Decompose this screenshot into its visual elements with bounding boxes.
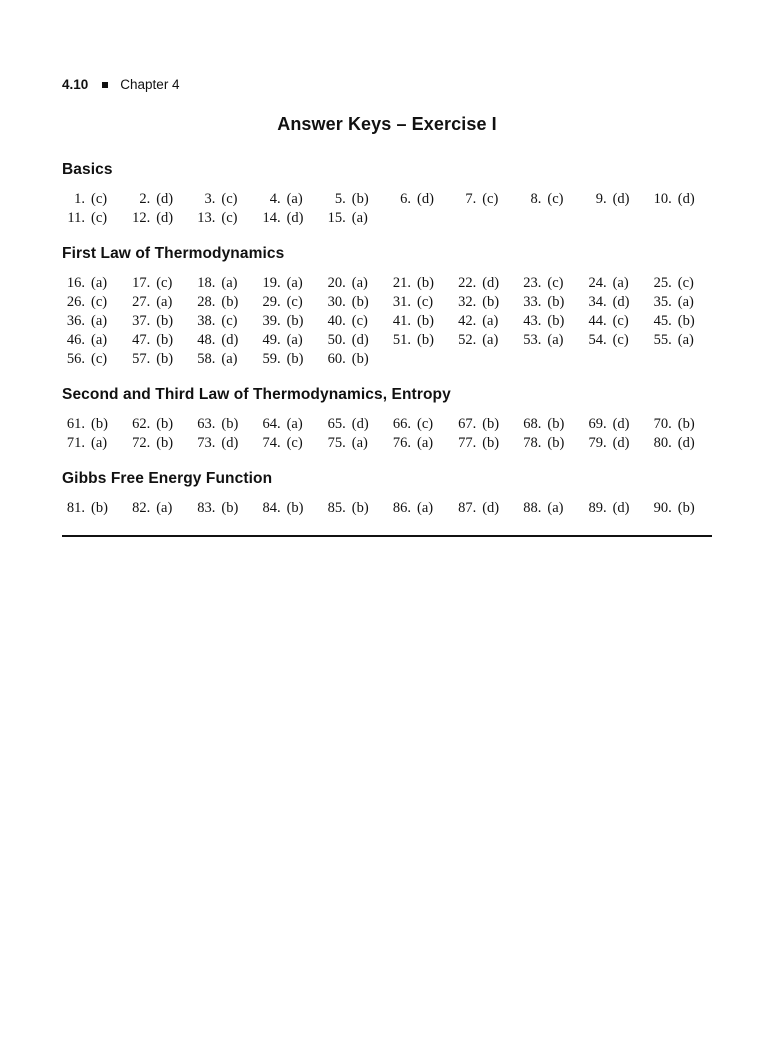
answer-number: 76. (392, 434, 411, 451)
chapter-label: Chapter 4 (120, 77, 180, 92)
answer-number: 16. (66, 274, 85, 291)
answer-number: 6. (400, 190, 411, 207)
answer-option: (d) (612, 293, 630, 310)
answer-option: (b) (482, 415, 500, 432)
answer-number: 73. (197, 434, 216, 451)
answer-cell (649, 434, 712, 453)
answer-option: (b) (677, 312, 695, 329)
answer-number: 29. (262, 293, 281, 310)
answer-option: (b) (156, 312, 174, 329)
answer-number: 88. (523, 499, 542, 516)
answer-cell (192, 499, 255, 518)
answer-option: (c) (91, 190, 108, 207)
answer-cell (518, 274, 581, 293)
answer-option: (c) (286, 293, 303, 310)
answer-number: 17. (132, 274, 151, 291)
answer-cell (388, 434, 451, 453)
answer-number: 12. (132, 209, 151, 226)
answer-cell (323, 209, 386, 228)
answer-cell (453, 312, 516, 331)
answer-cell (258, 499, 321, 518)
answer-number: 66. (392, 415, 411, 432)
answer-number: 59. (262, 350, 281, 367)
answer-cell (518, 415, 581, 434)
answer-option: (d) (351, 415, 369, 432)
answer-option: (a) (91, 274, 108, 291)
answer-number: 2. (139, 190, 151, 207)
answer-number: 65. (327, 415, 346, 432)
answer-number: 70. (653, 415, 672, 432)
answer-number: 44. (588, 312, 607, 329)
answer-number: 50. (327, 331, 346, 348)
section-heading: Basics (62, 160, 113, 178)
answer-option: (a) (156, 499, 173, 516)
answer-cell (453, 499, 516, 518)
answer-option: (b) (482, 434, 500, 451)
answer-cell (62, 434, 125, 453)
answer-number: 46. (66, 331, 85, 348)
answer-option: (c) (351, 312, 368, 329)
answer-cell (518, 190, 581, 209)
answer-cell (584, 190, 647, 209)
answer-option: (a) (547, 499, 564, 516)
answer-cell (388, 190, 451, 209)
answer-cell (127, 434, 190, 453)
answer-number: 10. (653, 190, 672, 207)
answer-number: 13. (197, 209, 216, 226)
answer-number: 18. (197, 274, 216, 291)
answer-cell (62, 415, 125, 434)
answer-cell (258, 415, 321, 434)
answer-cell (127, 190, 190, 209)
answer-cell (192, 350, 255, 369)
answer-cell (127, 415, 190, 434)
answer-number: 43. (523, 312, 542, 329)
answer-option: (c) (547, 274, 564, 291)
answer-option: (b) (156, 434, 174, 451)
answer-cell (323, 415, 386, 434)
answer-cell (584, 331, 647, 350)
answer-number: 36. (66, 312, 85, 329)
answer-grid (62, 415, 712, 453)
answer-cell (323, 312, 386, 331)
answer-option: (b) (547, 415, 565, 432)
answer-number: 78. (523, 434, 542, 451)
answer-option: (a) (91, 434, 108, 451)
answer-cell (258, 312, 321, 331)
answer-number: 9. (595, 190, 607, 207)
answer-number: 42. (458, 312, 477, 329)
answer-cell (649, 415, 712, 434)
answer-number: 86. (392, 499, 411, 516)
answer-cell (192, 331, 255, 350)
answer-option: (a) (677, 331, 694, 348)
answer-cell (584, 312, 647, 331)
answer-cell (258, 434, 321, 453)
answer-number: 79. (588, 434, 607, 451)
answer-number: 19. (262, 274, 281, 291)
answer-option: (d) (612, 415, 630, 432)
bottom-rule (62, 535, 712, 537)
answer-option: (a) (351, 434, 368, 451)
answer-number: 58. (197, 350, 216, 367)
answer-option: (b) (91, 415, 108, 432)
answer-option: (d) (482, 499, 500, 516)
answer-option: (a) (351, 274, 368, 291)
answer-cell (192, 312, 255, 331)
answer-number: 11. (67, 209, 85, 226)
section-heading: First Law of Thermodynamics (62, 244, 285, 262)
answer-number: 61. (66, 415, 85, 432)
answer-option: (b) (547, 312, 565, 329)
answer-option: (c) (417, 415, 434, 432)
answer-cell (127, 274, 190, 293)
answer-number: 72. (132, 434, 151, 451)
answer-cell (192, 190, 255, 209)
answer-number: 81. (66, 499, 85, 516)
answer-option: (b) (156, 331, 174, 348)
answer-option: (c) (91, 209, 108, 226)
answer-cell (649, 312, 712, 331)
answer-cell (518, 499, 581, 518)
answer-cell (192, 415, 255, 434)
answer-number: 4. (269, 190, 281, 207)
answer-number: 22. (458, 274, 477, 291)
answer-option: (a) (677, 293, 694, 310)
answer-cell (323, 190, 386, 209)
answer-cell (62, 312, 125, 331)
answer-cell (323, 434, 386, 453)
answer-option: (d) (612, 190, 630, 207)
answer-number: 39. (262, 312, 281, 329)
answer-cell (649, 499, 712, 518)
answer-cell (453, 293, 516, 312)
answer-option: (d) (351, 331, 369, 348)
answer-number: 31. (392, 293, 411, 310)
answer-option: (a) (286, 331, 303, 348)
answer-option: (b) (286, 350, 304, 367)
answer-option: (a) (91, 312, 108, 329)
answer-cell (62, 209, 125, 228)
answer-cell (258, 350, 321, 369)
answer-option: (a) (91, 331, 108, 348)
answer-option: (b) (351, 499, 369, 516)
answer-cell (388, 274, 451, 293)
answer-number: 38. (197, 312, 216, 329)
answer-number: 48. (197, 331, 216, 348)
answer-number: 14. (262, 209, 281, 226)
answer-cell (453, 274, 516, 293)
answer-number: 20. (327, 274, 346, 291)
answer-cell (388, 499, 451, 518)
answer-number: 74. (262, 434, 281, 451)
answer-cell (127, 499, 190, 518)
answer-number: 63. (197, 415, 216, 432)
answer-option: (c) (677, 274, 694, 291)
answer-cell (649, 293, 712, 312)
answer-number: 53. (523, 331, 542, 348)
answer-number: 3. (204, 190, 216, 207)
answer-number: 80. (653, 434, 672, 451)
answer-number: 27. (132, 293, 151, 310)
answer-option: (d) (612, 499, 630, 516)
answer-option: (b) (417, 331, 434, 348)
answer-cell (192, 209, 255, 228)
answer-option: (c) (221, 312, 238, 329)
answer-cell (518, 434, 581, 453)
answer-cell (323, 499, 386, 518)
answer-number: 47. (132, 331, 151, 348)
answer-number: 30. (327, 293, 346, 310)
answer-option: (b) (286, 312, 304, 329)
answer-number: 84. (262, 499, 281, 516)
answer-option: (b) (221, 293, 239, 310)
answer-option: (b) (351, 293, 369, 310)
answer-number: 62. (132, 415, 151, 432)
answer-number: 1. (74, 190, 85, 207)
answer-cell (584, 274, 647, 293)
answer-number: 57. (132, 350, 151, 367)
answer-cell (323, 350, 386, 369)
answer-option: (b) (221, 499, 239, 516)
answer-cell (518, 331, 581, 350)
answer-option: (a) (221, 350, 238, 367)
answer-option: (a) (351, 209, 368, 226)
answer-number: 77. (458, 434, 477, 451)
running-header (62, 78, 712, 92)
answer-cell (62, 293, 125, 312)
answer-cell (62, 499, 125, 518)
answer-number: 23. (523, 274, 542, 291)
answer-number: 8. (530, 190, 542, 207)
answer-cell (323, 331, 386, 350)
answer-number: 49. (262, 331, 281, 348)
page-number: 4.10 (62, 77, 89, 92)
answer-option: (a) (612, 274, 629, 291)
answer-option: (c) (482, 190, 499, 207)
answer-option: (a) (286, 274, 303, 291)
answer-option: (b) (547, 293, 565, 310)
answer-option: (c) (547, 190, 564, 207)
answer-cell (323, 274, 386, 293)
answer-option: (b) (156, 350, 174, 367)
square-bullet-icon (102, 82, 108, 88)
answer-cell (584, 499, 647, 518)
answer-option: (d) (612, 434, 630, 451)
answer-number: 34. (588, 293, 607, 310)
answer-option: (c) (417, 293, 434, 310)
answer-number: 90. (653, 499, 672, 516)
answer-option: (a) (417, 434, 434, 451)
answer-cell (453, 415, 516, 434)
answer-option: (c) (612, 312, 629, 329)
answer-cell (127, 350, 190, 369)
answer-cell (388, 293, 451, 312)
answer-cell (258, 293, 321, 312)
answer-option: (d) (677, 190, 695, 207)
answer-cell (62, 274, 125, 293)
answer-number: 33. (523, 293, 542, 310)
answer-number: 83. (197, 499, 216, 516)
section-heading: Gibbs Free Energy Function (62, 469, 273, 487)
answer-cell (518, 293, 581, 312)
answer-cell (584, 415, 647, 434)
answer-grid (62, 190, 712, 228)
section-heading: Second and Third Law of Thermodynamics, Entropy (62, 385, 451, 403)
answer-option: (d) (221, 434, 239, 451)
answer-key-sections (62, 161, 712, 518)
answer-option: (a) (482, 312, 499, 329)
answer-grid (62, 499, 712, 518)
answer-option: (d) (156, 190, 174, 207)
answer-option: (a) (286, 415, 303, 432)
answer-number: 41. (392, 312, 411, 329)
answer-option: (a) (417, 499, 434, 516)
answer-number: 89. (588, 499, 607, 516)
answer-number: 82. (132, 499, 151, 516)
answer-cell (127, 293, 190, 312)
answer-cell (453, 434, 516, 453)
answer-number: 37. (132, 312, 151, 329)
answer-cell (127, 331, 190, 350)
answer-number: 35. (653, 293, 672, 310)
answer-option: (d) (156, 209, 174, 226)
answer-option: (b) (482, 293, 500, 310)
answer-cell (649, 331, 712, 350)
answer-number: 56. (66, 350, 85, 367)
answer-cell (62, 331, 125, 350)
answer-option: (b) (417, 274, 434, 291)
answer-number: 7. (465, 190, 477, 207)
answer-number: 51. (392, 331, 411, 348)
answer-option: (c) (221, 209, 238, 226)
answer-option: (d) (286, 209, 304, 226)
answer-option: (c) (221, 190, 238, 207)
answer-option: (d) (221, 331, 239, 348)
answer-number: 24. (588, 274, 607, 291)
answer-cell (192, 434, 255, 453)
answer-cell (649, 274, 712, 293)
page-title: Answer Keys – Exercise I (277, 113, 497, 134)
answer-cell (62, 350, 125, 369)
answer-option: (d) (677, 434, 695, 451)
answer-number: 60. (327, 350, 346, 367)
answer-number: 85. (327, 499, 346, 516)
answer-cell (518, 312, 581, 331)
answer-number: 32. (458, 293, 477, 310)
answer-option: (a) (547, 331, 564, 348)
answer-cell (258, 274, 321, 293)
answer-grid (62, 274, 712, 369)
answer-number: 40. (327, 312, 346, 329)
answer-number: 21. (392, 274, 411, 291)
answer-number: 69. (588, 415, 607, 432)
answer-cell (388, 415, 451, 434)
answer-option: (d) (482, 274, 500, 291)
answer-option: (b) (351, 190, 369, 207)
answer-option: (c) (91, 293, 108, 310)
answer-number: 55. (653, 331, 672, 348)
answer-cell (453, 190, 516, 209)
answer-option: (c) (91, 350, 108, 367)
answer-number: 52. (458, 331, 477, 348)
answer-cell (453, 331, 516, 350)
answer-cell (258, 190, 321, 209)
answer-cell (127, 312, 190, 331)
answer-cell (649, 190, 712, 209)
answer-cell (192, 274, 255, 293)
answer-option: (b) (286, 499, 304, 516)
answer-number: 45. (653, 312, 672, 329)
answer-number: 5. (334, 190, 346, 207)
answer-number: 15. (327, 209, 346, 226)
answer-cell (584, 434, 647, 453)
answer-option: (a) (221, 274, 238, 291)
answer-option: (b) (351, 350, 369, 367)
answer-number: 75. (327, 434, 346, 451)
answer-option: (c) (286, 434, 303, 451)
answer-number: 67. (458, 415, 477, 432)
answer-number: 54. (588, 331, 607, 348)
answer-cell (192, 293, 255, 312)
answer-number: 28. (197, 293, 216, 310)
answer-option: (b) (677, 499, 695, 516)
answer-option: (a) (156, 293, 173, 310)
answer-option: (a) (286, 190, 303, 207)
answer-cell (584, 293, 647, 312)
answer-cell (323, 293, 386, 312)
answer-number: 26. (66, 293, 85, 310)
answer-option: (b) (221, 415, 239, 432)
answer-option: (b) (677, 415, 695, 432)
answer-cell (127, 209, 190, 228)
answer-option: (c) (612, 331, 629, 348)
answer-number: 25. (653, 274, 672, 291)
answer-cell (62, 190, 125, 209)
answer-number: 87. (458, 499, 477, 516)
answer-option: (b) (156, 415, 174, 432)
answer-option: (b) (91, 499, 108, 516)
answer-cell (258, 331, 321, 350)
answer-number: 71. (66, 434, 85, 451)
answer-cell (388, 312, 451, 331)
answer-option: (c) (156, 274, 173, 291)
answer-number: 68. (523, 415, 542, 432)
answer-cell (258, 209, 321, 228)
answer-option: (b) (417, 312, 434, 329)
answer-number: 64. (262, 415, 281, 432)
answer-option: (b) (547, 434, 565, 451)
answer-option: (d) (417, 190, 434, 207)
answer-option: (a) (482, 331, 499, 348)
answer-cell (388, 331, 451, 350)
